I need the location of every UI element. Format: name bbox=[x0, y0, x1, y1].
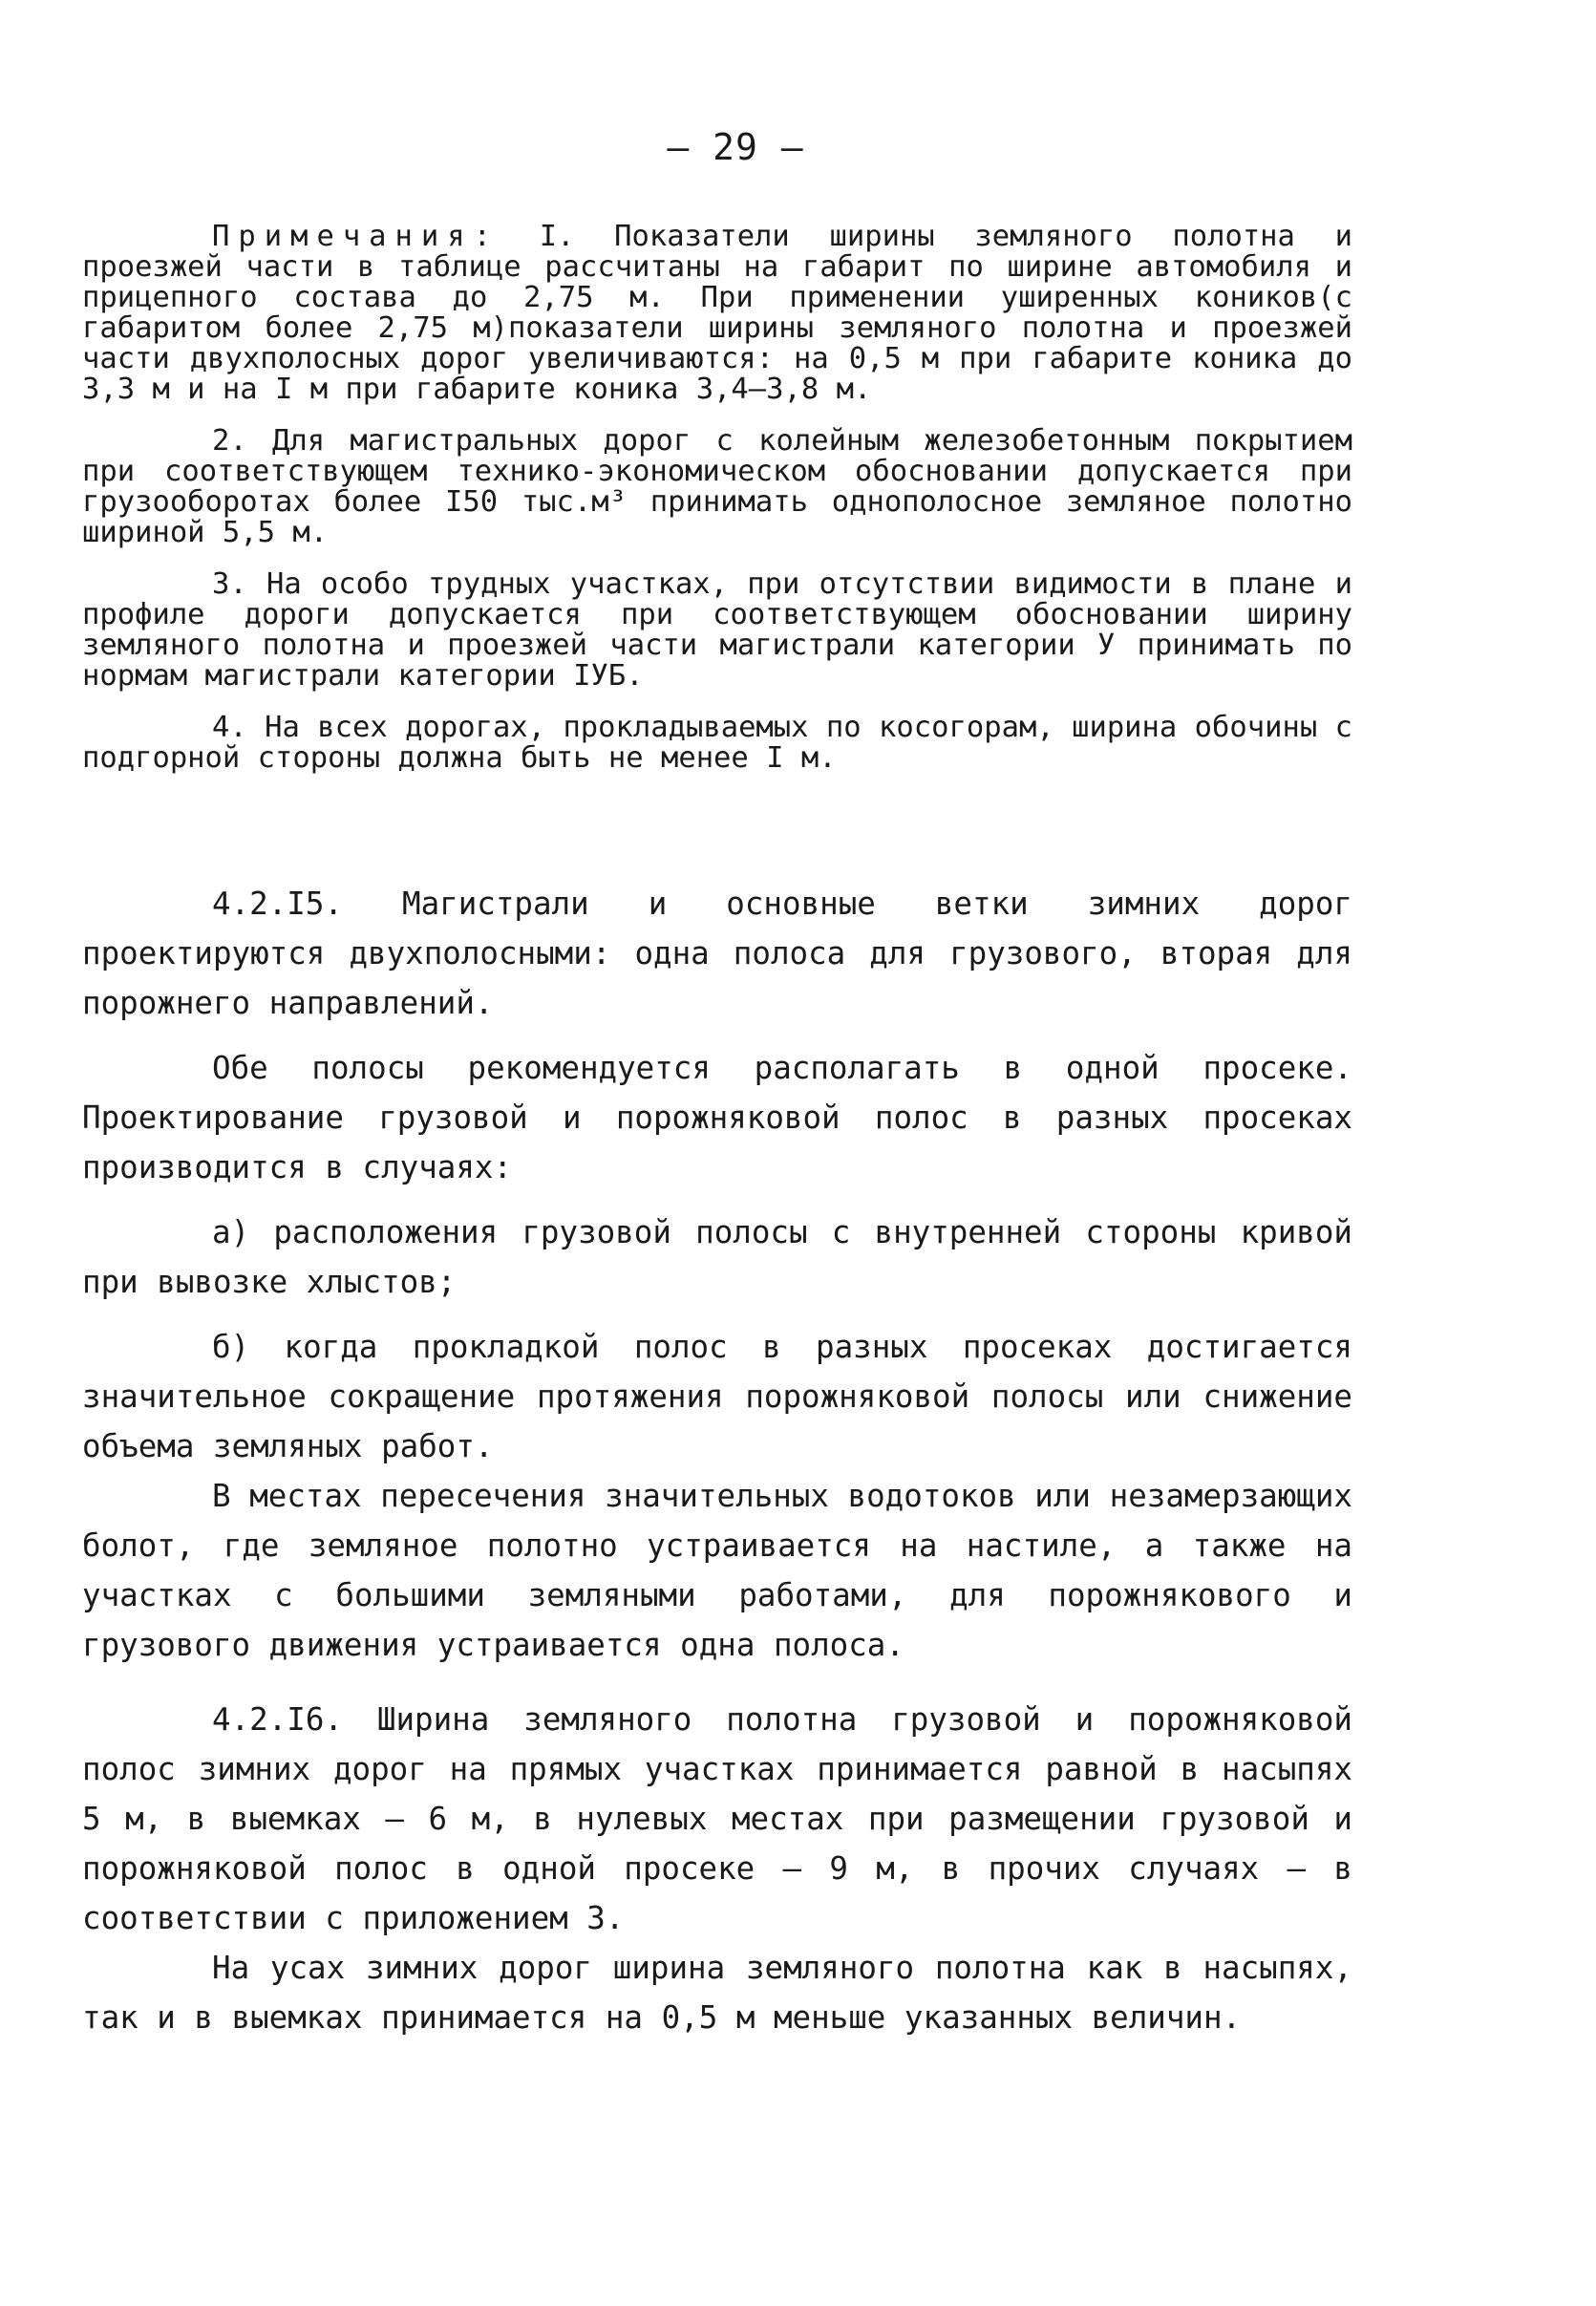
list-item-b: б) когда прокладкой полос в разных просеках достигается значительное сокращение протяжения порожняковой полосы или снижение объема земляных работ. bbox=[82, 1329, 1352, 1464]
note-1 bbox=[82, 222, 1352, 405]
note-3: 3. На особо трудных участках, при отсутствии видимости в плане и профиле дороги допускается при соответствующем обосновании ширину земляного полотна и проезжей части магистрали категории У принимать по нормам магистрали категории IУБ. bbox=[82, 567, 1352, 693]
main-text bbox=[82, 879, 1352, 2042]
note-4: 4. На всех дорогах, прокладываемых по косогорам, ширина обочины с подгорной стороны должна быть не менее I м. bbox=[82, 711, 1352, 775]
paragraph-4-2-15: 4.2.I5. Магистрали и основные ветки зимних дорог проектируются двухполосными: одна полоса для грузового, вторая для порожнего направлений. bbox=[82, 886, 1352, 1021]
list-item-a: а) расположения грузовой полосы с внутренней стороны кривой при вывозке хлыстов; bbox=[82, 1214, 1352, 1300]
note-1-text: I. Показатели ширины земляного полотна и проезжей части в таблице рассчитаны на габарит по ширине автомобиля и прицепного состава до 2,75 м. При применении уширенных коников(с габаритом более 2,75 м)показатели ширины земляного полотна и проезжей части двухполосных дорог увеличиваются: на 0,5 м при габарите коника до 3,3 м и на I м при габарите коника 3,4–3,8 м. bbox=[82, 220, 1352, 406]
paragraph-4-2-16: 4.2.I6. Ширина земляного полотна грузовой и порожняковой полос зимних дорог на прямых участках принимается равной в насыпях 5 м, в выемках – 6 м, в нулевых местах при размещении грузовой и порожняковой полос в одной просеке – 9 м, в прочих случаях – в соответствии с приложением 3. bbox=[82, 1701, 1352, 1936]
paragraph-spurs: На усах зимних дорог ширина земляного полотна как в насыпях, так и в выемках принимается на 0,5 м меньше указанных величин. bbox=[82, 1950, 1352, 2036]
note-2: 2. Для магистральных дорог с колейным железобетонным покрытием при соответствующем технико-экономическом обосновании допускается при грузооборотах более I50 тыс.м³ принимать однополосное земляное полотно шириной 5,5 м. bbox=[82, 424, 1352, 549]
paragraph-lanes: Обе полосы рекомендуется располагать в одной просеке. Проектирование грузовой и порожняковой полос в разных просеках производится в случаях: bbox=[82, 1050, 1352, 1185]
page-number: — 29 — bbox=[667, 126, 804, 168]
notes-heading: Примечания: bbox=[212, 220, 500, 253]
paragraph-crossings: В местах пересечения значительных водотоков или незамерзающих болот, где земляное полотно устраивается на настиле, а также на участках с большими земляными работами, для порожнякового и грузового движения устраивается одна полоса. bbox=[82, 1478, 1352, 1663]
notes-block bbox=[82, 222, 1352, 774]
